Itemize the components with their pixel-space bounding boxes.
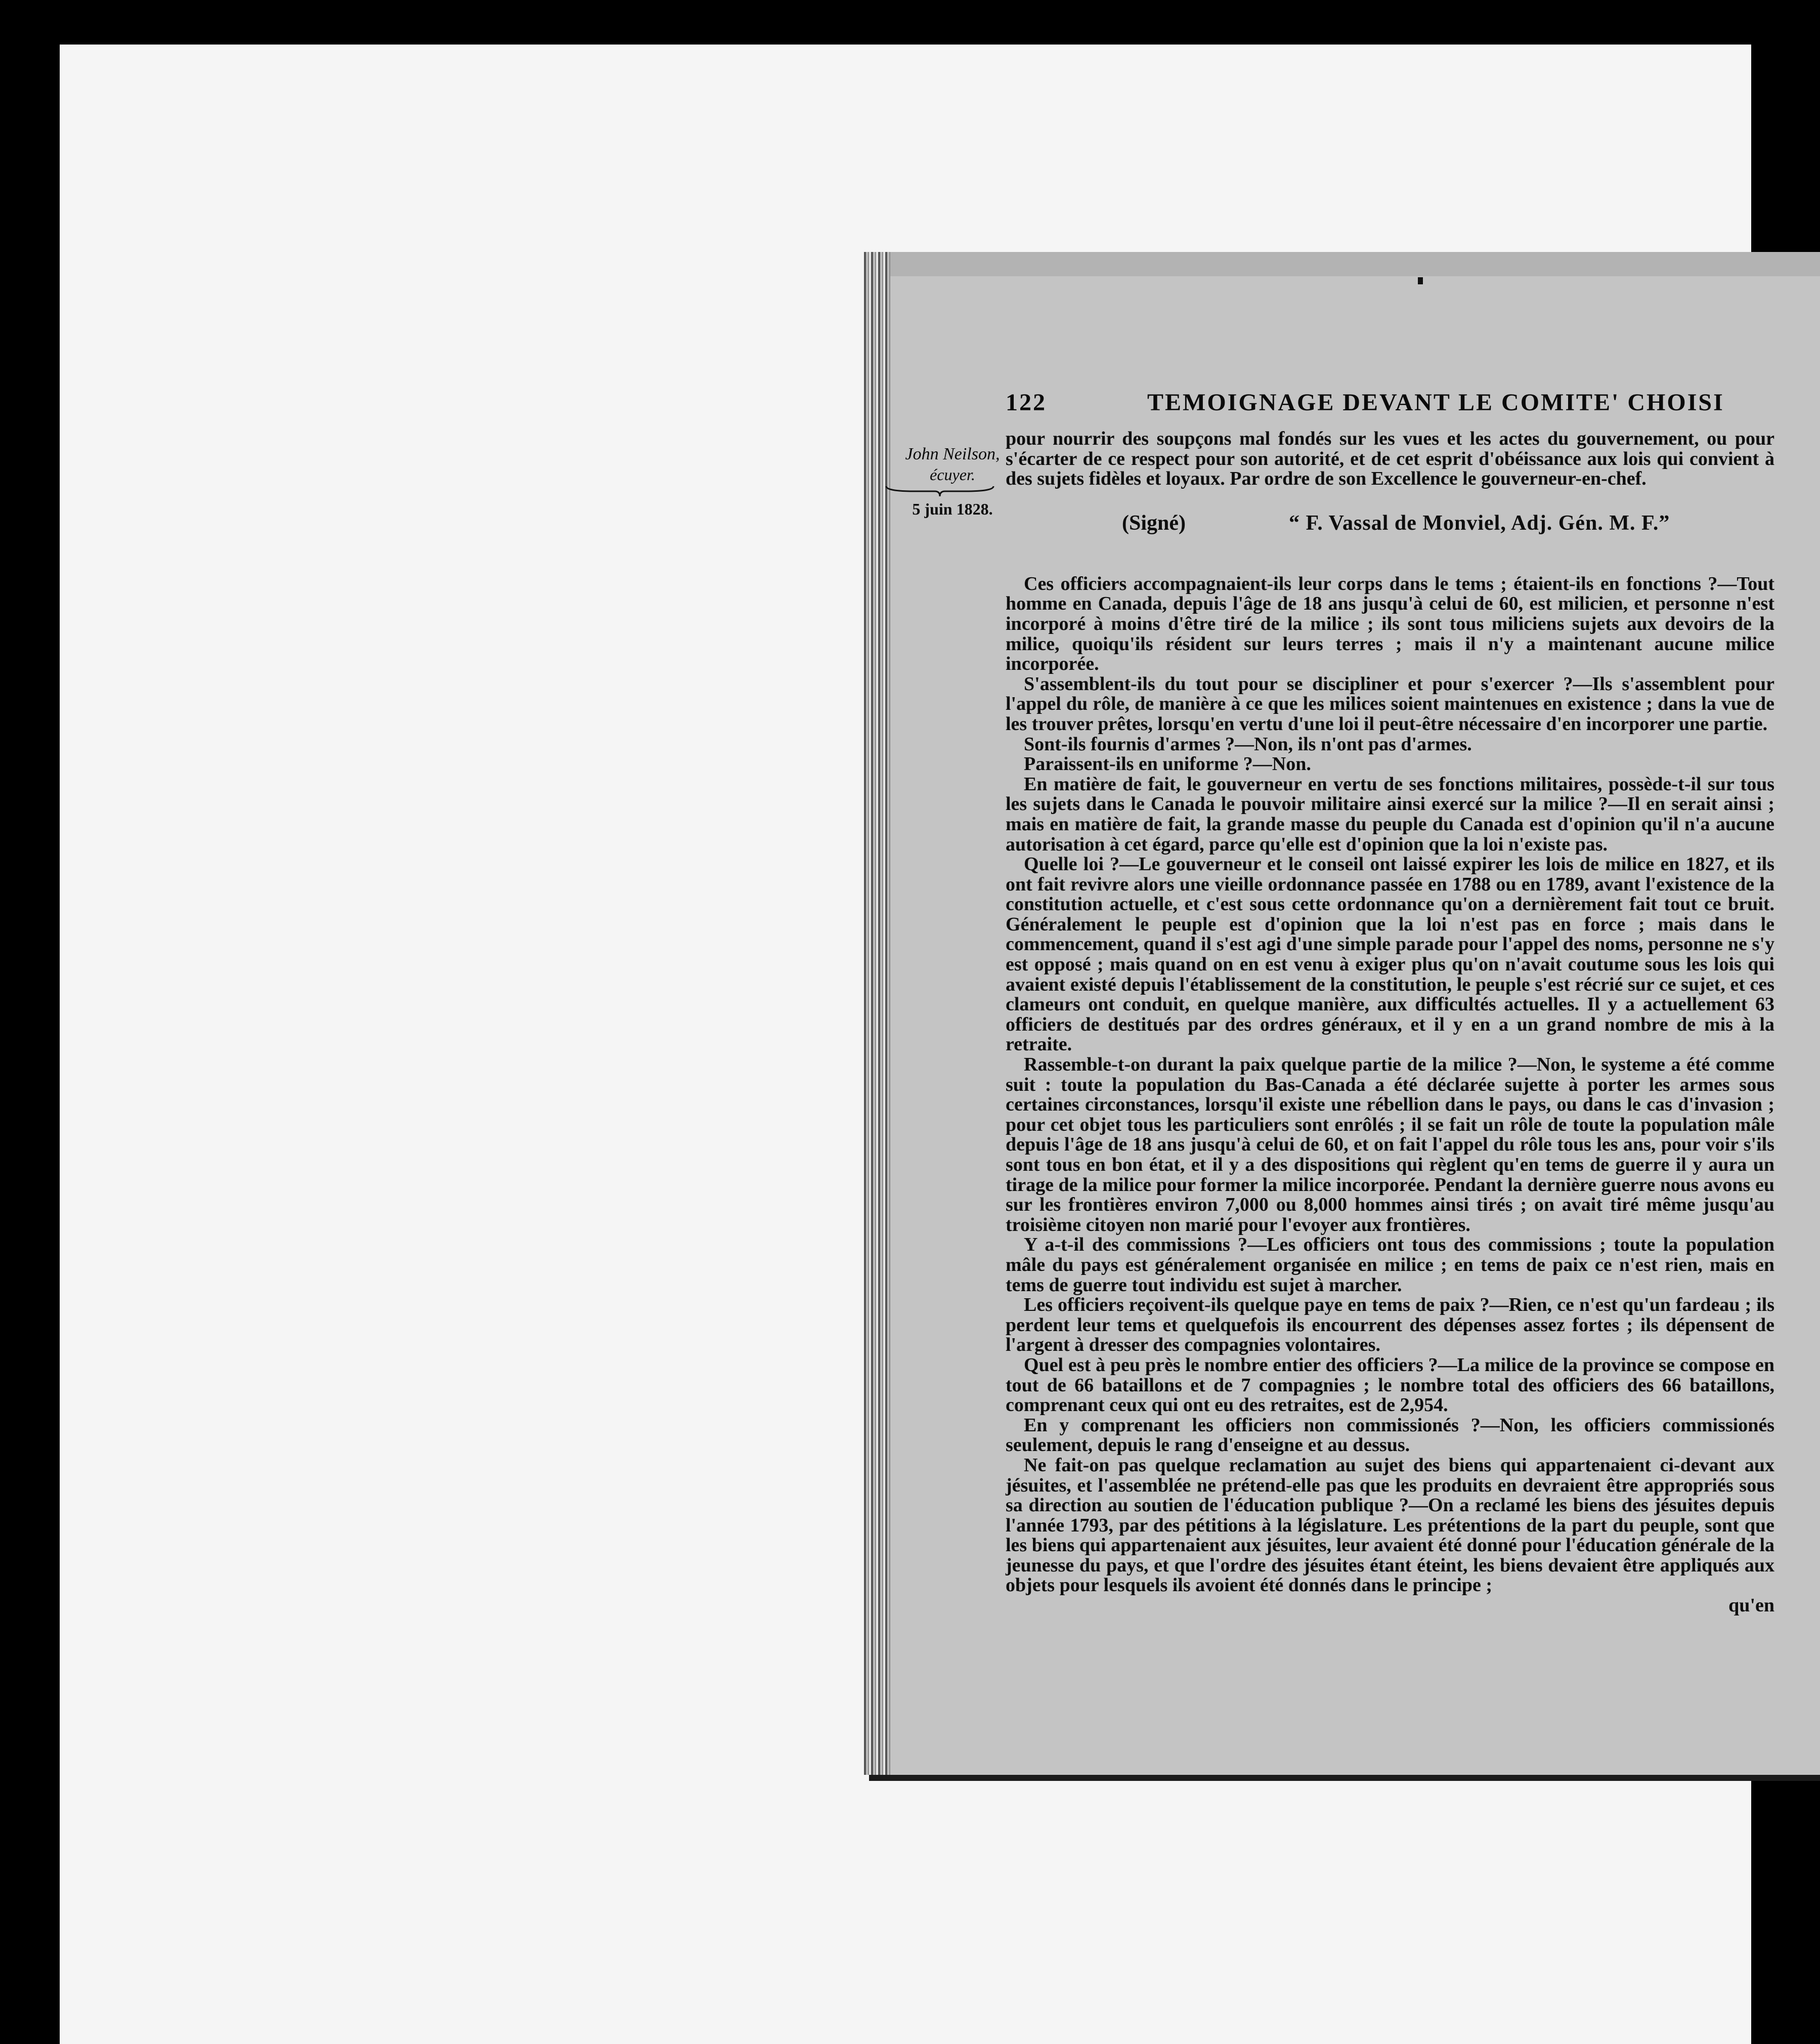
paragraph: Quel est à peu près le nombre entier des officiers ?—La milice de la province se compose en tout de 66 bataillons et de 7 compagnies ; le nombre total des officiers des 66 bataillons, comprenant ceux qui ont eu des retraites, est de 2,954. (1006, 1354, 1774, 1416)
running-head (1006, 389, 1774, 419)
paragraph: S'assemblent-ils du tout pour se discipliner et pour s'exercer ?—Ils s'assemblent pour l'appel du rôle, de manière à ce que les milices soient maintenues en existence ; dans la vue de les trouver prêtes, lorsqu'en vertu d'une loi il peut-être nécessaire d'en incorporer une partie. (1006, 673, 1774, 735)
signature-name: “ F. Vassal de Monviel, Adj. Gén. M. F.” (1289, 511, 1670, 535)
signed-label: (Signé) (1122, 511, 1186, 535)
paragraph: Sont-ils fournis d'armes ?—Non, ils n'ont pas d'armes. (1024, 733, 1472, 755)
running-head-title: TEMOIGNAGE DEVANT LE COMITE' CHOISI (1147, 389, 1724, 416)
paragraph: Les officiers reçoivent-ils quelque paye en tems de paix ?—Rien, ce n'est qu'un fardeau ; ils perdent leur tems et quelquefois ils encourrent des dépenses assez fortes ; ils dépensent de l'argent à dresser des compagnies volontaires. (1006, 1294, 1774, 1356)
signature-line (1006, 511, 1774, 542)
document-page (864, 252, 1820, 1775)
body-text (1006, 429, 1774, 1616)
page-top-edge (864, 252, 1820, 276)
scan-top-border (0, 0, 1751, 45)
ink-mark (1418, 277, 1423, 284)
paragraph: Paraissent-ils en uniforme ?—Non. (1024, 753, 1311, 775)
margin-note-title: écuyer. (930, 465, 975, 484)
scan-frame (60, 45, 1774, 2044)
margin-note (884, 444, 1021, 519)
catchword: qu'en (1728, 1595, 1774, 1616)
opening-paragraph: pour nourrir des soupçons mal fondés sur les vues et les actes du gouvernement, ou pour s'écarter de ce respect pour son autorité, et de cet esprit d'obéissance aux lois qui convient à des sujets fidèles et loyaux. Par ordre de son Excellence le gouverneur-en-chef. (1006, 428, 1774, 490)
paragraph: Rassemble-t-on durant la paix quelque partie de la milice ?—Non, le systeme a été comme suit : toute la population du Bas-Canada a été déclarée sujette à porter les armes sous certaines circonstances, lorsqu'il existe une rébellion dans le pays, ou dans le cas d'invasion ; pour cet objet tous les particuliers sont enrôlés ; il se fait un rôle de toute la population mâle depuis l'âge de 18 ans jusqu'à celui de 60, et on fait l'appel du rôle tous les ans, pour voir s'ils sont tous en bon état, et il y a des dispositions qui règlent qu'en tems de guerre il y aura un tirage de la milice pour former la milice incorporée. Pendant la dernière guerre nous avons eu sur les frontières environ 7,000 ou 8,000 hommes ainsi tirés ; on avait tiré même jusqu'au troisième citoyen non marié pour l'evoyer aux frontières. (1006, 1054, 1774, 1236)
paragraph: En y comprenant les officiers non commissionés ?—Non, les officiers commissionés seulement, depuis le rang d'enseigne et au dessus. (1006, 1414, 1774, 1456)
margin-note-date: 5 juin 1828. (912, 500, 993, 519)
paragraph: Y a-t-il des commissions ?—Les officiers ont tous des commissions ; toute la population mâle du pays est généralement organisée en milice ; en tems de paix ce n'est rien, mais en tems de guerre tout individu est sujet à marcher. (1006, 1234, 1774, 1296)
page-number: 122 (1006, 389, 1047, 416)
paragraph: Ne fait-on pas quelque reclamation au sujet des biens qui appartenaient ci-devant aux jésuites, et l'assemblée ne prétend-elle pas que les produits en devraient être appropriés sous sa direction au soutien de l'éducation publique ?—On a reclamé les biens des jésuites depuis l'année 1793, par des pétitions à la législature. Les prétentions de la part du peuple, sont que les biens qui appartenaient aux jésuites, leur avaient été donné pour l'éducation générale de la jeunesse du pays, et que l'ordre des jésuites étant éteint, les biens devaient être appliqués aux objets pour lesquels ils avoient été donnés dans le principe ; (1006, 1454, 1774, 1596)
paragraph: Quelle loi ?—Le gouverneur et le conseil ont laissé expirer les lois de milice en 1827, et ils ont fait revivre alors une vieille ordonnance passée en 1788 ou en 1789, avant l'existence de la constitution actuelle, et c'est sous cette ordonnance qu'on a dernièrement fait tout ce bruit. Généralement le peuple est d'opinion que la loi n'est pas en force ; mais dans le commencement, quand il s'est agi d'une simple parade pour l'appel des noms, personne ne s'y est opposé ; mais quand on en est venu à exiger plus qu'on n'avait coutume sous les lois qui avaient existé depuis l'établissement de la constitution, le peuple s'est récrié sur ce sujet, et ces clameurs ont conduit, en quelque manière, aux difficultés actuelles. Il y a actuellement 63 officiers de destitués par des ordres généraux, et il y en a un grand nombre de mis à la retraite. (1006, 854, 1774, 1055)
margin-note-name: John Neilson, (905, 445, 1000, 463)
paragraph: Ces officiers accompagnaient-ils leur corps dans le tems ; étaient-ils en fonctions ?—Tout homme en Canada, depuis l'âge de 18 ans jusqu'à celui de 60, est milicien, et personne n'est incorporé à moins d'être tiré de la milice ; ils sont tous miliciens sujets aux devoirs de la milice, quoiqu'ils résident sur leurs terres ; mais il n'y a maintenant aucune milice incorporée. (1006, 573, 1774, 675)
margin-brace-icon (884, 484, 995, 497)
paragraph: En matière de fait, le gouverneur en vertu de ses fonctions militaires, possède-t-il sur tous les sujets dans le Canada le pouvoir militaire ainsi exercé sur la milice ?—Il en serait ainsi ; mais en matière de fait, la grande masse du peuple du Canada est d'opinion qu'il n'a aucune autorisation à cet égard, parce qu'elle est d'opinion que la loi n'existe pas. (1006, 773, 1774, 855)
